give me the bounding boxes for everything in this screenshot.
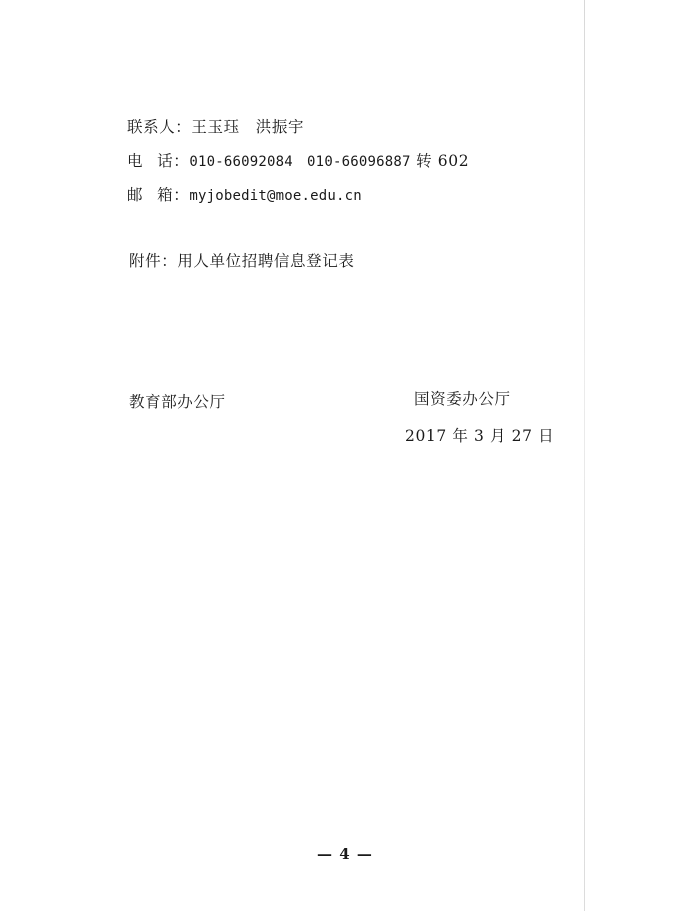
- page-number: — 4 —: [317, 845, 373, 863]
- attachment-label: 附件：: [129, 252, 178, 270]
- phone-label-first-char: 电: [127, 152, 144, 170]
- phone-extension: 转 602: [416, 152, 470, 170]
- email-address: myjobedit@moe.edu.cn: [189, 188, 362, 204]
- phone-line: [127, 151, 469, 172]
- contact-person-names: 王玉珏 洪振宇: [191, 118, 305, 136]
- contact-person-label: 联系人：: [127, 118, 192, 136]
- email-line: [127, 185, 362, 206]
- attachment-title: 用人单位招聘信息登记表: [177, 252, 355, 270]
- phone-label-second-part: 话：: [157, 152, 190, 170]
- email-label-second-part: 箱：: [157, 186, 190, 204]
- email-label-first-char: 邮: [127, 186, 144, 204]
- scan-edge-line: [584, 0, 585, 911]
- attachment-line: [129, 251, 354, 271]
- phone-numbers: 010-66092084 010-66096887: [189, 154, 411, 170]
- issuing-org-moe: 教育部办公厅: [129, 393, 226, 411]
- contact-person-line: [127, 117, 304, 137]
- issue-date: 2017 年 3 月 27 日: [405, 427, 555, 445]
- issuing-org-sasac: 国资委办公厅: [414, 390, 511, 408]
